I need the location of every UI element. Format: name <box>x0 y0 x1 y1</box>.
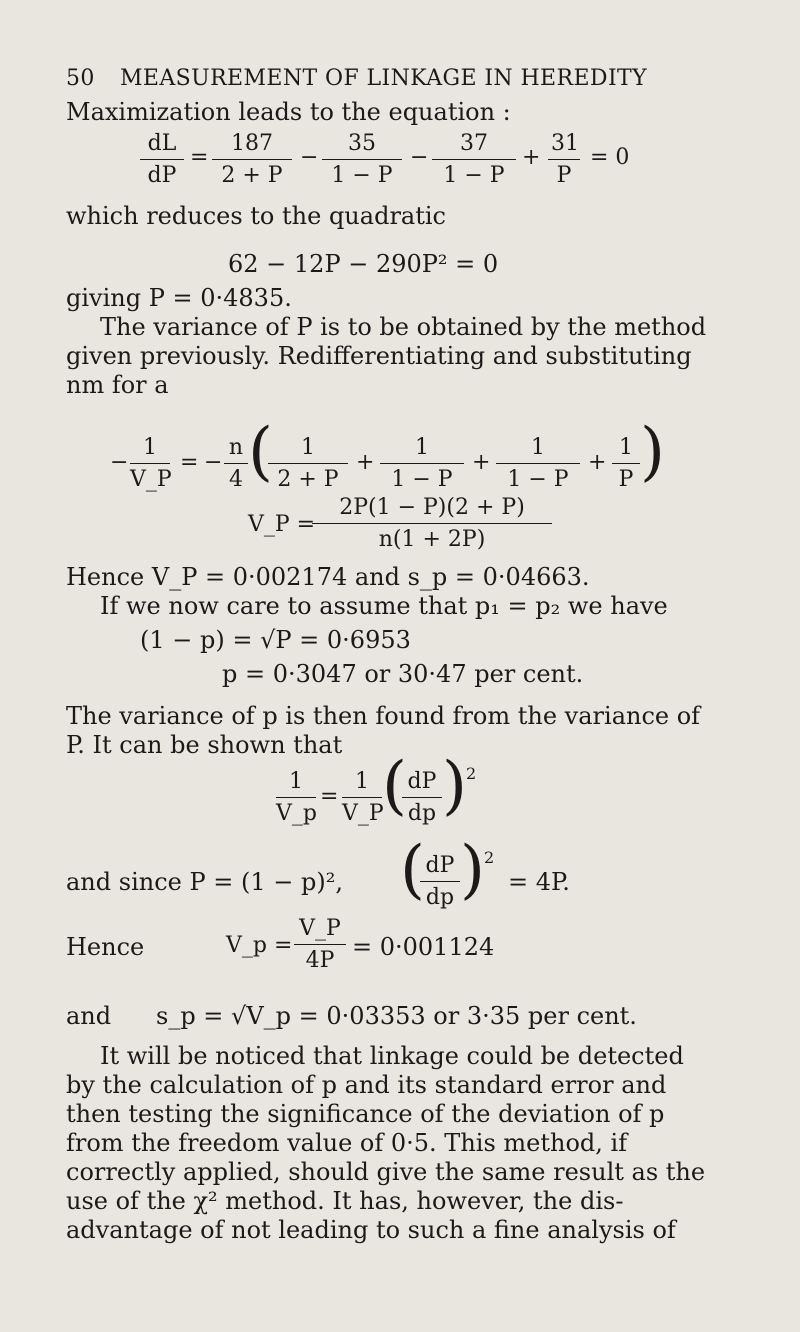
fraction-term: $\frac{37}{1 - P}$ <box>432 130 516 190</box>
equation-lhs: V_P = <box>248 512 316 537</box>
fraction-term: $\frac{187}{2 + P}$ <box>212 130 292 190</box>
fraction-lhs: $\frac{1}{V\_p}$ <box>276 769 317 826</box>
text-line: = 4P. <box>508 868 570 896</box>
plus-sign: + <box>356 450 375 475</box>
fraction-term: $\frac{1}{1 - P}$ <box>380 434 464 494</box>
text-line: and <box>66 1002 112 1030</box>
plus-sign: + <box>588 450 607 475</box>
minus-sign: − <box>204 450 223 475</box>
text-line: correctly applied, should give the same result as the <box>66 1158 706 1186</box>
text-line: from the freedom value of 0·5. This method, if <box>66 1129 628 1157</box>
text-line: then testing the significance of the deviation of p <box>66 1100 665 1128</box>
fraction-dl-dp: $\frac{dL}{dP}$ <box>140 130 184 190</box>
open-paren: ( <box>248 415 273 489</box>
equals-sign: = <box>190 145 209 170</box>
text-line: advantage of not leading to such a fine analysis of <box>66 1216 676 1244</box>
fraction-lhs: $\frac{1}{V\_P}$ <box>130 435 172 492</box>
fraction-variance: $\frac{2P(1 - P)(2 + P)}{n(1 + 2P)}$ <box>312 494 552 554</box>
text-line: = 0·001124 <box>352 933 495 961</box>
text-line: use of the χ² method. It has, however, the dis- <box>66 1187 624 1215</box>
text-line: giving P = 0·4835. <box>66 284 292 312</box>
equation-lhs: V_p = <box>226 933 293 958</box>
open-paren: ( <box>382 749 407 823</box>
fraction-derivative: $\frac{dP}{dp}$ <box>402 768 442 828</box>
text-line: nm for a <box>66 371 169 399</box>
equation-line: p = 0·3047 or 30·47 per cent. <box>222 660 584 688</box>
equation-line: s_p = √V_p = 0·03353 or 3·35 per cent. <box>156 1002 637 1030</box>
fraction-coef: $\frac{n}{4}$ <box>224 434 248 494</box>
open-paren: ( <box>400 833 425 907</box>
fraction-term: $\frac{1}{P}$ <box>612 434 640 494</box>
text-line: given previously. Redifferentiating and substituting <box>66 342 692 370</box>
fraction-term: $\frac{35}{1 - P}$ <box>322 130 402 190</box>
running-title: MEASUREMENT OF LINKAGE IN HEREDITY <box>120 66 648 91</box>
equation-rhs: = 0 <box>590 145 630 170</box>
text-line: The variance of p is then found from the variance of <box>66 702 701 730</box>
plus-sign: + <box>472 450 491 475</box>
close-paren: ) <box>640 415 665 489</box>
text-line: which reduces to the quadratic <box>66 202 446 230</box>
minus-sign: − <box>410 145 429 170</box>
text-line: If we now care to assume that p₁ = p₂ we have <box>100 592 668 620</box>
text-line: It will be noticed that linkage could be detected <box>100 1042 684 1070</box>
text-line: by the calculation of p and its standard error and <box>66 1071 667 1099</box>
close-paren: ) <box>460 833 485 907</box>
minus-sign: − <box>300 145 319 170</box>
equals-sign: = <box>180 450 199 475</box>
text-line: Hence V_P = 0·002174 and s_p = 0·04663. <box>66 563 590 591</box>
text-line: and since P = (1 − p)², <box>66 868 343 896</box>
fraction-derivative: $\frac{dP}{dp}$ <box>420 852 460 912</box>
fraction-term: $\frac{1}{2 + P}$ <box>268 434 348 494</box>
page-number: 50 <box>66 66 95 91</box>
fraction-rhs: $\frac{1}{V\_P}$ <box>342 769 384 826</box>
minus-sign: − <box>110 450 129 475</box>
exponent: 2 <box>484 848 495 867</box>
text-line: Hence <box>66 933 145 961</box>
equation-line: (1 − p) = √P = 0·6953 <box>140 626 411 654</box>
plus-sign: + <box>522 145 541 170</box>
fraction-term: $\frac{31}{P}$ <box>548 130 580 190</box>
quadratic-equation: 62 − 12P − 290P² = 0 <box>228 250 499 278</box>
text-line: P. It can be shown that <box>66 731 343 759</box>
fraction-vp: $\frac{V\_P}{4P}$ <box>294 915 346 975</box>
text-line: The variance of P is to be obtained by the method <box>100 313 707 341</box>
close-paren: ) <box>442 749 467 823</box>
exponent: 2 <box>466 764 477 783</box>
fraction-term: $\frac{1}{1 - P}$ <box>496 434 580 494</box>
equals-sign: = <box>320 784 339 809</box>
text-line: Maximization leads to the equation : <box>66 98 511 126</box>
